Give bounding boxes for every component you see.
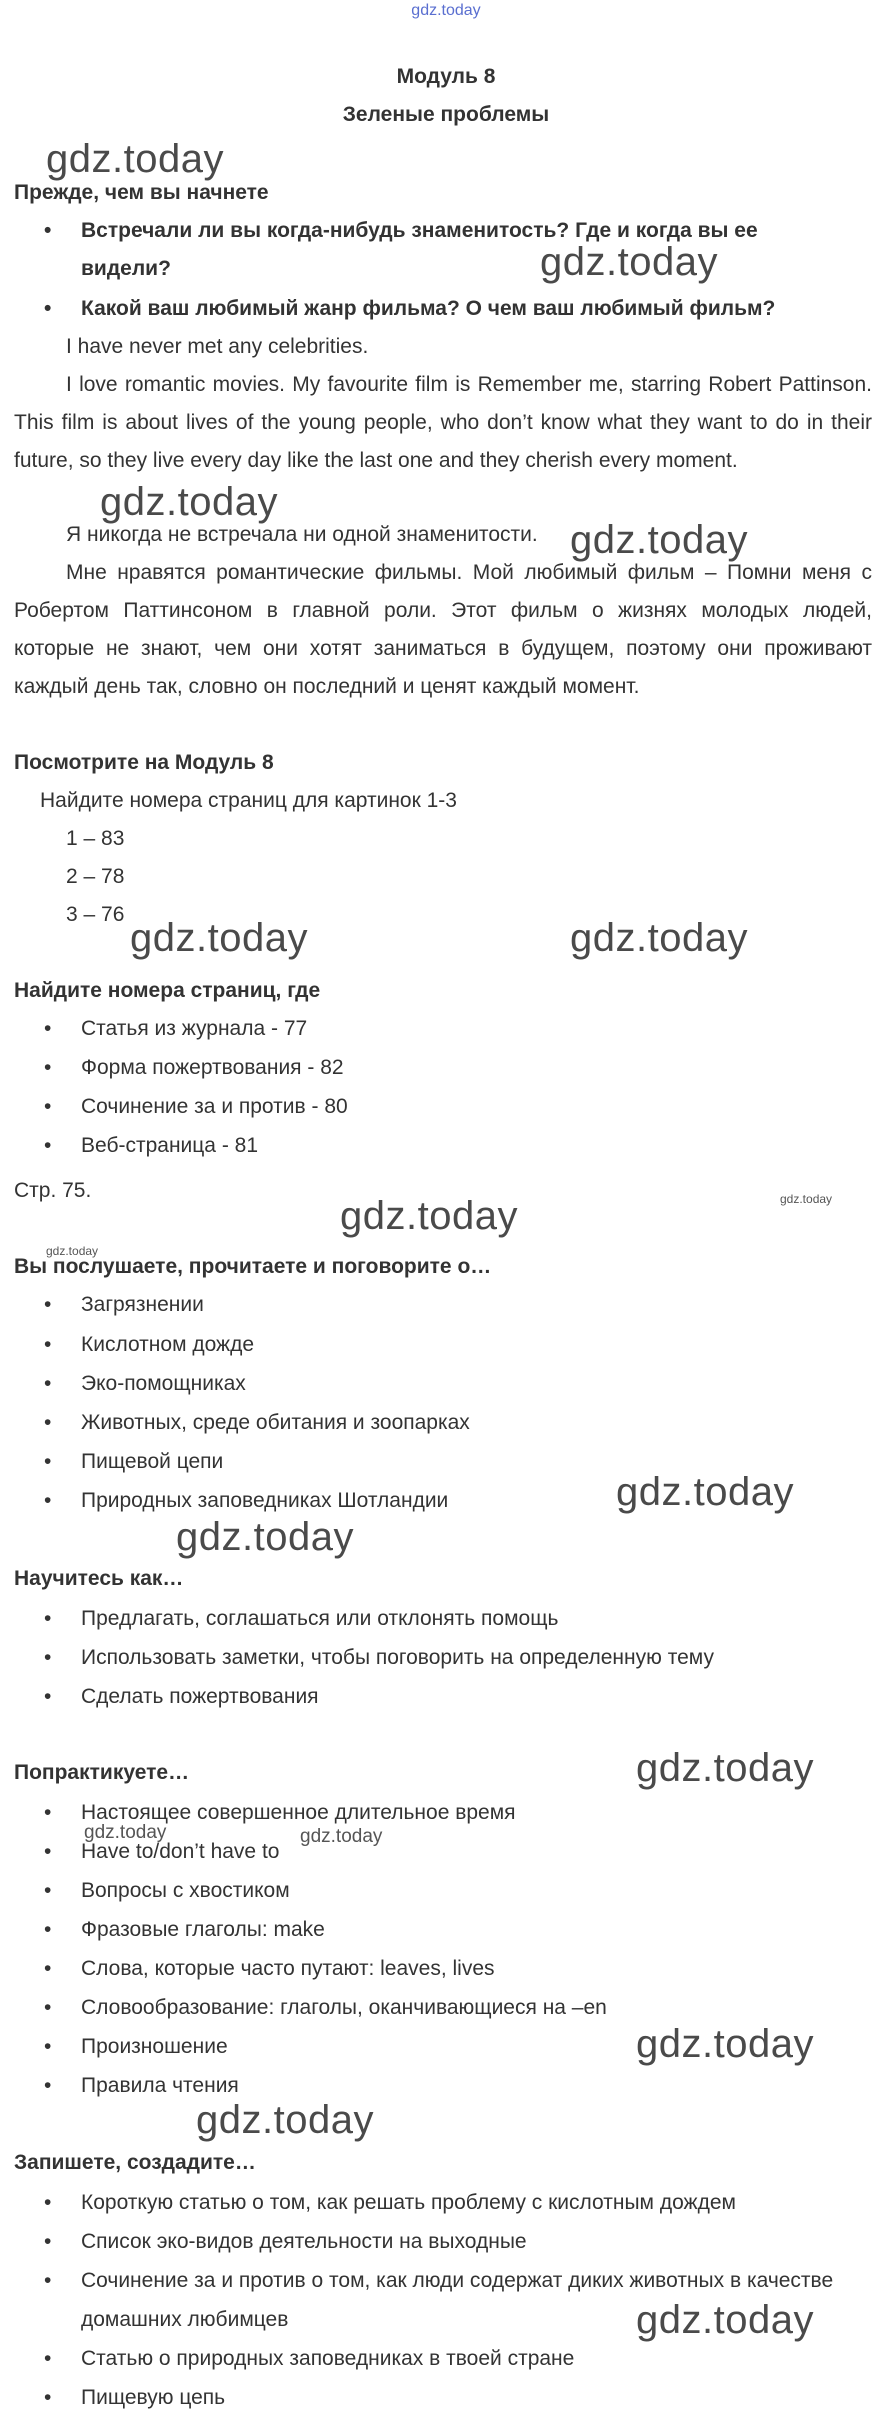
picture-page-answer: 1 – 83 [66,827,125,850]
learn-how-heading: Научитесь как… [14,1567,184,1590]
look-at-heading: Посмотрите на Модуль 8 [14,751,274,774]
watermark: gdz.today [616,1470,794,1514]
page-subtitle: Зеленые проблемы [342,103,550,126]
watermark: gdz.today [636,2022,814,2066]
watermark: gdz.today [636,2298,814,2342]
practise-heading: Попрактикуете… [14,1761,190,1784]
list-item-continuation: домашних любимцев [81,2308,289,2331]
find-pages-heading: Найдите номера страниц, где [14,979,321,1002]
russian-answer-1: Я никогда не встречала ни одной знаменитости. [66,523,538,546]
you-will-heading: Вы послушаете, прочитаете и поговорите о… [14,1255,492,1278]
watermark: gdz.today [540,240,718,284]
page: gdz.today Модуль 8 Зеленые проблемы Прежде, чем вы начнете Встречали ли вы когда-нибудь знаменитость? Где и когда вы ее видели? Какой ваш любимый жанр фильма? О чем ваш любимый фильм? I have never met any celebrities. I love romantic movies. My favourite film is Remember me, starring Robert Pattinson. This film is about lives of the young people, who don’t know what they want to do in their future, so they live every day like the last one and they cherish every moment. Я никогда не встречала ни одной знаменитости. Мне нравятся романтические фильмы. Мой любимый фильм – Помни меня с Робертом Паттинсоном в главной роли. Этот фильм о жизнях молодых людей, которые не знают, чем они хотят заниматься в будущем, поэтому они проживают каждый день так, словно он последний и ценят каждый момент. Посмотрите на Модуль 8 Найдите номера страниц для картинок 1-3 1 – 83 2 – 78 3 – 76 Найдите номера страниц, где Статья из журнала - 77 Форма пожертвования - 82 Сочинение за и против - 80 Веб-страница - 81 Стр. 75. Вы послушаете, прочитаете и поговорите о… Загрязнении Кислотном дожде Эко-помощниках Животных, среде обитания и зоопарках Пищевой цепи Природных заповедниках Шотландии Научитесь как… Предлагать, соглашаться или отклонять помощь Использовать заметки, чтобы поговорить на определенную тему Сделать пожертвования Попрактикуете… Настоящее совершенное длительное время Have to/don’t have to Вопросы с хвостиком Фразовые глаголы: make Слова, которые часто путают: leaves, lives Словообразование: глаголы, оканчивающиеся на –en Произношение Правила чтения Запишете, создадите… Короткую статью о том, как решать проблему с кислотным дождем Список эко-видов деятельности на выходные Сочинение за и против о том, как люди содержат диких животных в качестве домашних любимцев Статью о природных заповедниках в твоей стране Пищевую цепь gdz.today gdz.today gdz.today gdz.today gdz.today gdz.today gdz.today gdz.today gdz.today gdz.today gdz.today gdz.today gdz.today gdz.today gdz.today gdz.today gdz.today [0,0,892,2414]
picture-page-answer: 3 – 76 [66,903,125,926]
watermark: gdz.today [46,137,224,181]
english-answer-2: I love romantic movies. My favourite film is Remember me, starring Robert Pattinson. This film is about lives of the young people, who don’t know what they want to do in their future, so they live every day like the last one and they cherish every moment. [14,373,872,472]
watermark: gdz.today [196,2098,374,2142]
before-you-start-heading: Прежде, чем вы начнете [14,181,269,204]
look-at-task: Найдите номера страниц для картинок 1-3 [40,789,457,812]
watermark: gdz.today [780,1192,833,1206]
watermark: gdz.today [300,1826,383,1847]
watermark: gdz.today [100,480,278,524]
watermark: gdz.today [570,518,748,562]
watermark: gdz.today [46,1244,99,1258]
watermark: gdz.today [636,1746,814,1790]
page-reference: Стр. 75. [14,1179,92,1202]
watermark: gdz.today [570,916,748,960]
russian-answer-2: Мне нравятся романтические фильмы. Мой любимый фильм – Помни меня с Робертом Паттинсоном в главной роли. Этот фильм о жизнях молодых людей, которые не знают, чем они хотят заниматься в будущем, поэтому они проживают каждый день так, словно он последний и ценят каждый момент. [14,561,872,698]
picture-page-answer: 2 – 78 [66,865,125,888]
top-logo: gdz.today [411,2,481,19]
english-answer-1: I have never met any celebrities. [66,335,369,358]
question-1-continuation: видели? [81,257,171,280]
watermark: gdz.today [176,1515,354,1559]
write-heading: Запишете, создадите… [14,2151,256,2174]
watermark: gdz.today [84,1822,167,1843]
watermark: gdz.today [340,1194,518,1238]
page-title: Модуль 8 [396,65,496,88]
watermark: gdz.today [130,916,308,960]
